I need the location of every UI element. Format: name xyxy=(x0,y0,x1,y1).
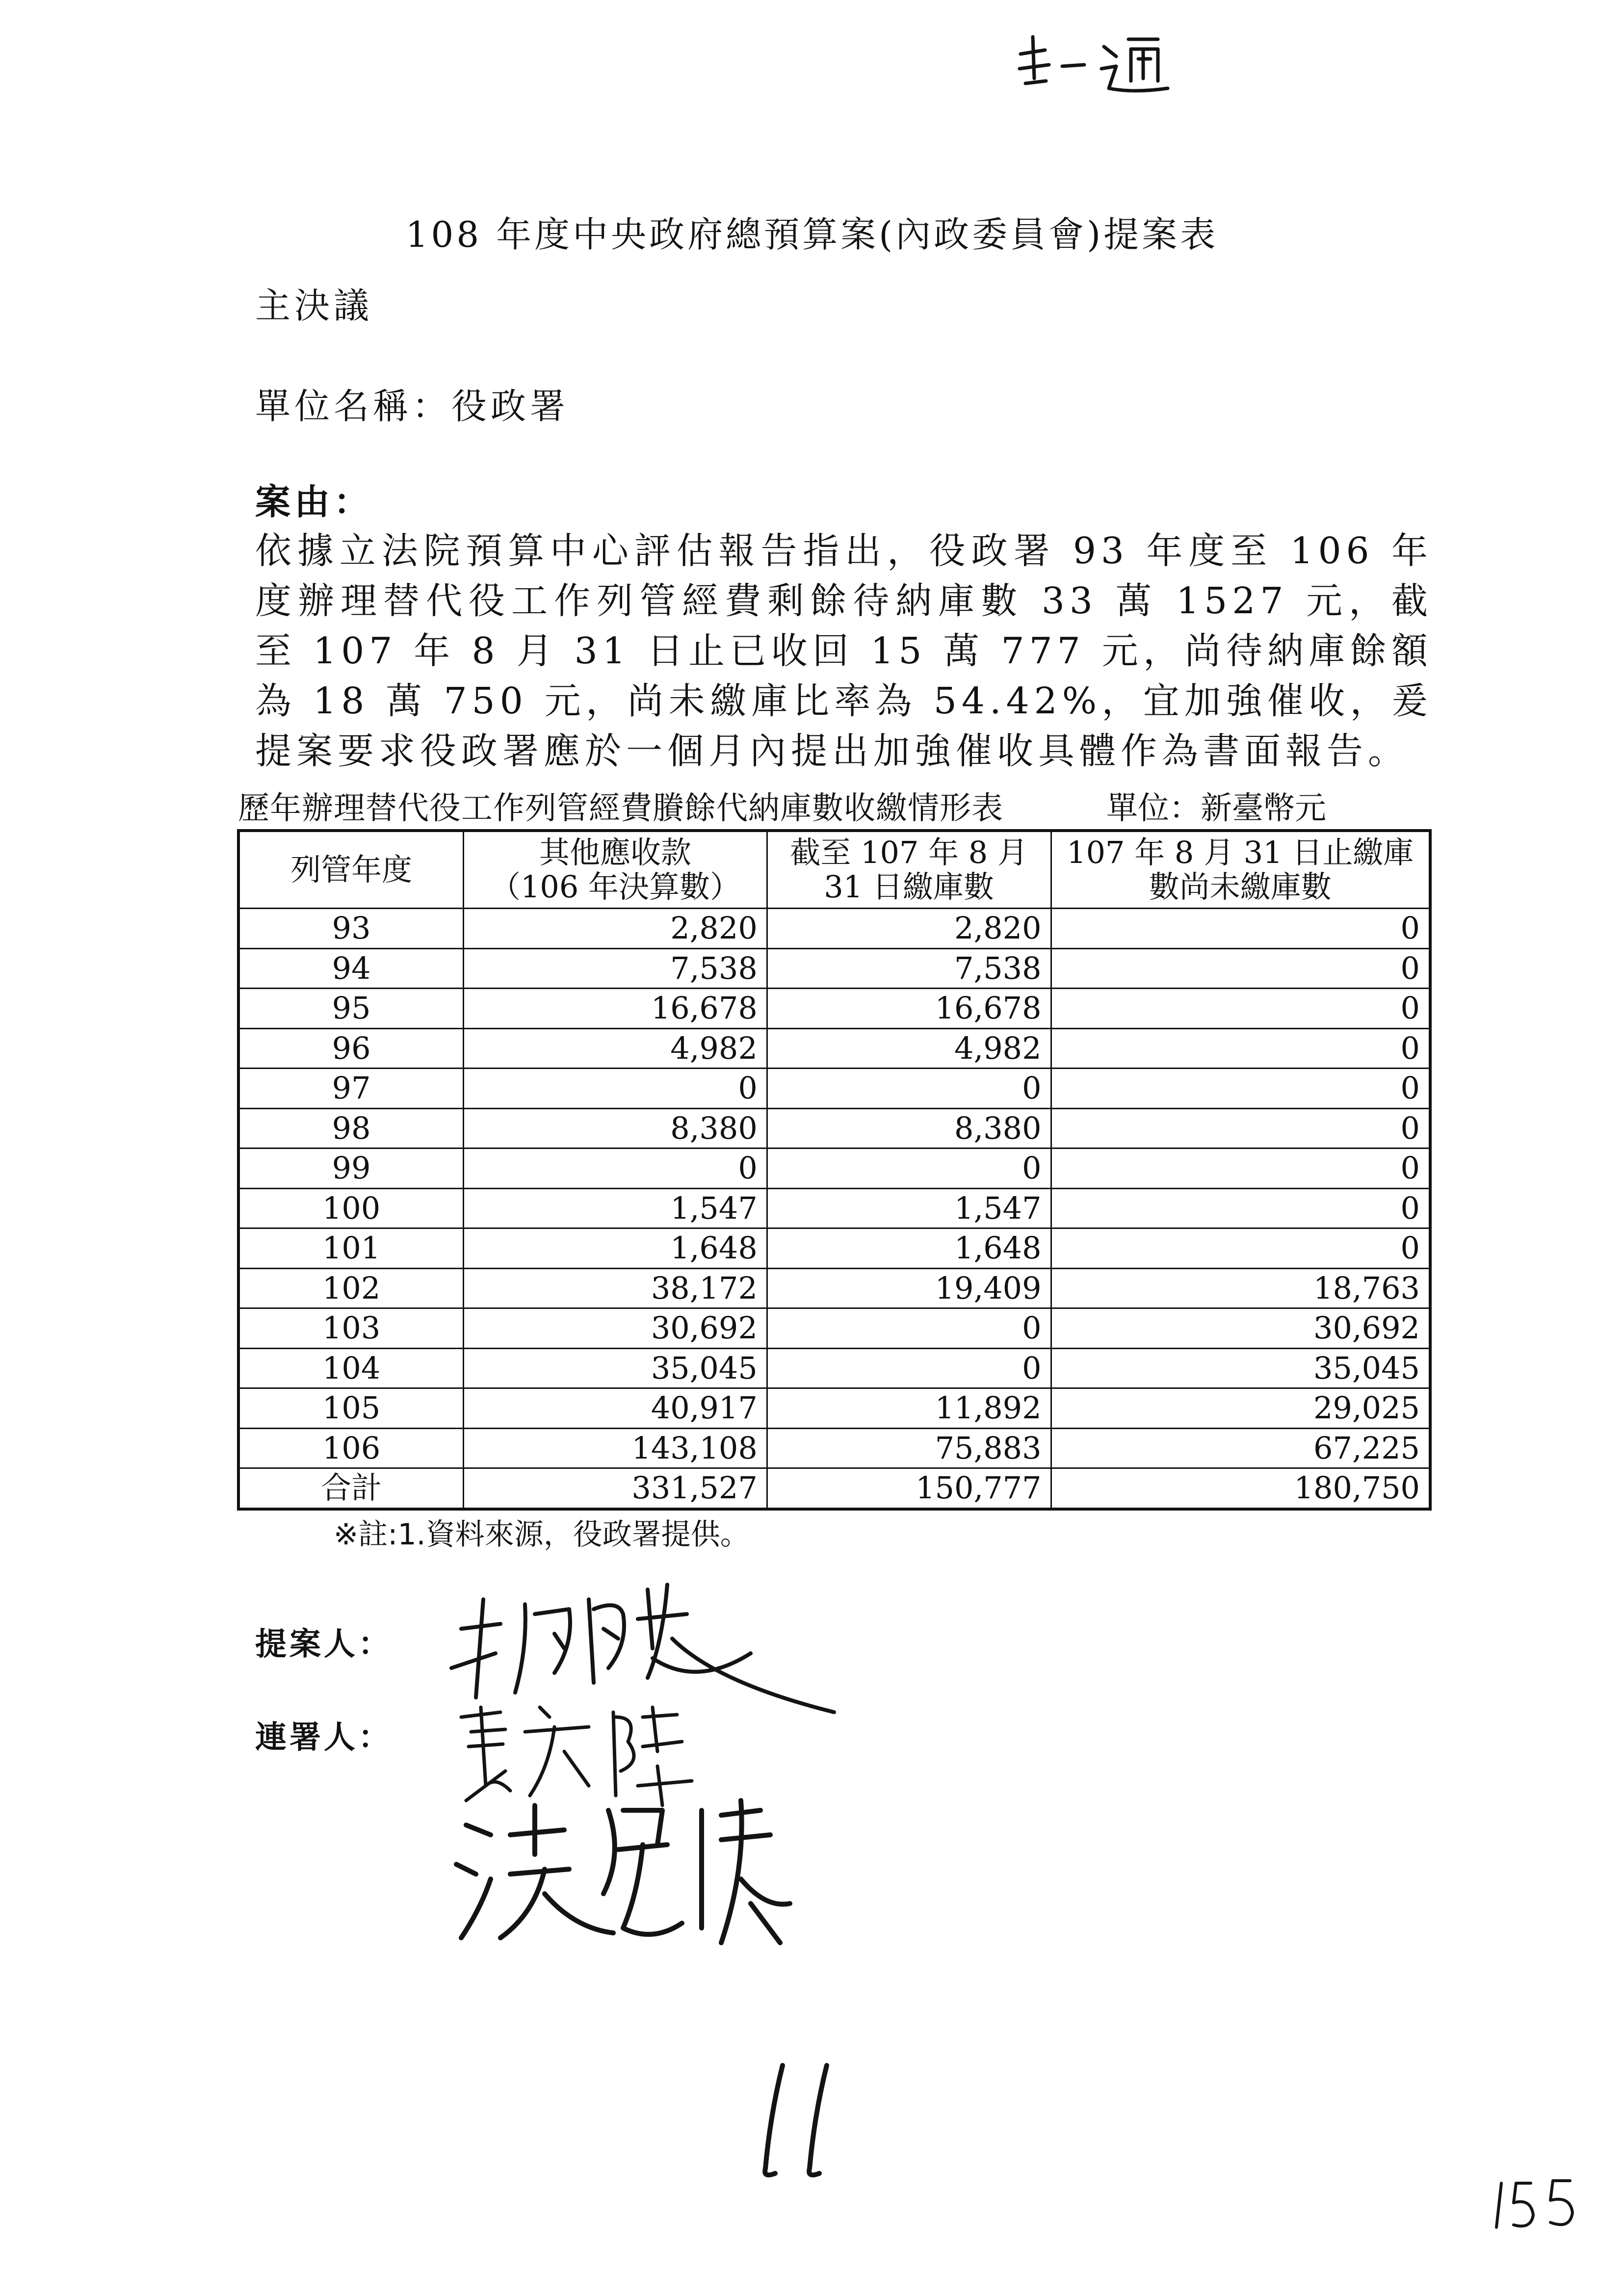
unit-label: 單位名稱： xyxy=(255,386,452,427)
collection-table xyxy=(237,829,1432,1511)
handwritten-stamp-top xyxy=(1011,20,1197,103)
reason-text: 依據立法院預算中心評估報告指出，役政署 93 年度至 106 年度辦理替代役工作列管經費剩餘待納庫數 33 萬 1527 元，截至 107 年 8 月 31 日止已收回 15 萬 777 元，尚待納庫餘額為 18 萬 750 元，尚未繳庫比率為 54.42%，宜加強催收，爰提案要求役政署應於一個月內提出加強催收具體作為書面報告。 xyxy=(255,530,1433,772)
header-unpaid: 107 年 8 月 31 日止繳庫 數尚未繳庫數 xyxy=(1051,831,1430,909)
table-row: 104 35,045 0 35,045 xyxy=(238,1348,1430,1388)
table-row: 103 30,692 0 30,692 xyxy=(238,1308,1430,1349)
table-row: 102 38,172 19,409 18,763 xyxy=(238,1268,1430,1308)
unit-value: 役政署 xyxy=(451,386,570,427)
header-paid: 截至 107 年 8 月 31 日繳庫數 xyxy=(767,831,1051,909)
header-year: 列管年度 xyxy=(238,831,464,909)
table-row: 105 40,917 11,892 29,025 xyxy=(238,1388,1430,1429)
table-row: 99 0 0 0 xyxy=(238,1148,1430,1189)
table-total-row: 合計 331,527 150,777 180,750 xyxy=(238,1468,1430,1509)
table-row: 94 7,538 7,538 0 xyxy=(238,948,1430,989)
table-row: 106 143,108 75,883 67,225 xyxy=(238,1428,1430,1468)
table-note: ※註:1.資料來源，役政署提供。 xyxy=(334,1517,750,1552)
table-unit: 單位：新臺幣元 xyxy=(1106,790,1326,827)
header-receivable: 其他應收款 （106 年決算數） xyxy=(464,831,767,909)
table-row: 101 1,648 1,648 0 xyxy=(238,1228,1430,1269)
unit-line xyxy=(255,378,569,429)
cosigner-signature-2 xyxy=(446,1781,800,1957)
table-row: 93 2,820 2,820 0 xyxy=(238,909,1430,949)
document-title: 108 年度中央政府總預算案(內政委員會)提案表 xyxy=(405,214,1219,255)
proposer-label: 提案人： xyxy=(255,1626,393,1663)
corner-mark xyxy=(1492,2168,1599,2242)
table-row: 97 0 0 0 xyxy=(238,1069,1430,1109)
table-row: 95 16,678 16,678 0 xyxy=(238,989,1430,1029)
table-header-row xyxy=(238,831,1430,909)
handwritten-page-number xyxy=(736,2056,864,2183)
reason-label: 案由： xyxy=(255,481,373,522)
table-row: 100 1,547 1,547 0 xyxy=(238,1188,1430,1228)
table-row: 98 8,380 8,380 0 xyxy=(238,1108,1430,1148)
decision-type: 主決議 xyxy=(255,285,373,326)
table-caption: 歷年辦理替代役工作列管經費賸餘代納庫數收繳情形表 xyxy=(238,790,1003,827)
table-row: 96 4,982 4,982 0 xyxy=(238,1028,1430,1069)
cosigner-label: 連署人： xyxy=(255,1719,393,1756)
